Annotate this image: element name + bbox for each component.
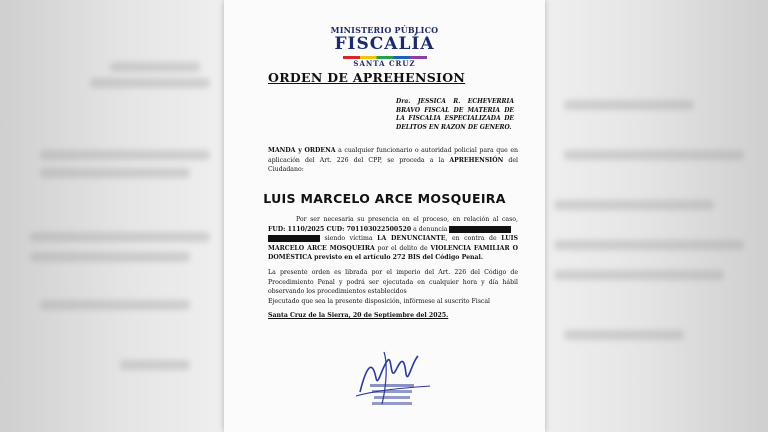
signature-stamp (348, 348, 438, 410)
case-text-3: siendo víctima (320, 235, 378, 242)
order-verb: MANDA y ORDENA (268, 147, 336, 154)
order-text: a cualquier funcionario o autoridad policial para que en aplicación del Art. 226 del CPP, se proceda a la (268, 147, 518, 164)
case-fud: FUD: 1110/2025 CUD: 701103022500520 (268, 225, 412, 233)
redaction-bar (268, 235, 320, 242)
addressee-block: Dra. JESSICA R. ECHEVERRIA BRAVO FISCAL DE MATERIA DE LA FISCALIA ESPECIALIZADA DE DELITOS EN RAZON DE GENERO. (396, 98, 514, 131)
case-text-4: , en contra de (445, 235, 502, 242)
order-paragraph (268, 146, 518, 175)
order-text-end: del Ciudadano: (268, 156, 518, 173)
case-accused: LUIS MARCELO ARCE MOSQUEIRA (268, 235, 518, 252)
victim-label: LA DENUNCIANTE (377, 235, 446, 242)
legal-paragraph: La presente orden es librada por el imperio del Art. 226 del Código de Procedimiento Penal y podrá ser ejecutada en cualquier hora y día hábil observando los procedimientos establecidos (268, 269, 518, 295)
crime-description: VIOLENCIA FAMILIAR O DOMÉSTICA previsto en el artículo 272 BIS del Código Penal. (268, 244, 518, 261)
right-blur-panel (544, 0, 768, 432)
document-title: ORDEN DE APREHENSION (268, 70, 466, 85)
execution-paragraph: Ejecutado que sea la presente disposición, infórmese al suscrito Fiscal (268, 298, 491, 305)
case-text-5: por el delito de (374, 244, 431, 252)
institution-top-text: MINISTERIO PÚBLICO (330, 25, 439, 35)
case-paragraph (268, 215, 518, 263)
accused-name: LUIS MARCELO ARCE MOSQUEIRA (263, 191, 506, 206)
institution-region-text: SANTA CRUZ (353, 59, 416, 68)
case-text-1: Por ser necesaria su presencia en el proceso, en relación al caso, (296, 216, 518, 223)
document-page (224, 0, 545, 432)
left-blur-panel (0, 0, 224, 432)
case-text-2: a denuncia (411, 225, 450, 233)
redaction-bar (449, 226, 511, 233)
order-action: APREHENSIÓN (449, 156, 504, 164)
document-date: Santa Cruz de la Sierra, 20 de Septiembre del 2025. (268, 312, 449, 319)
institution-main-text: FISCALÍA (334, 34, 435, 54)
